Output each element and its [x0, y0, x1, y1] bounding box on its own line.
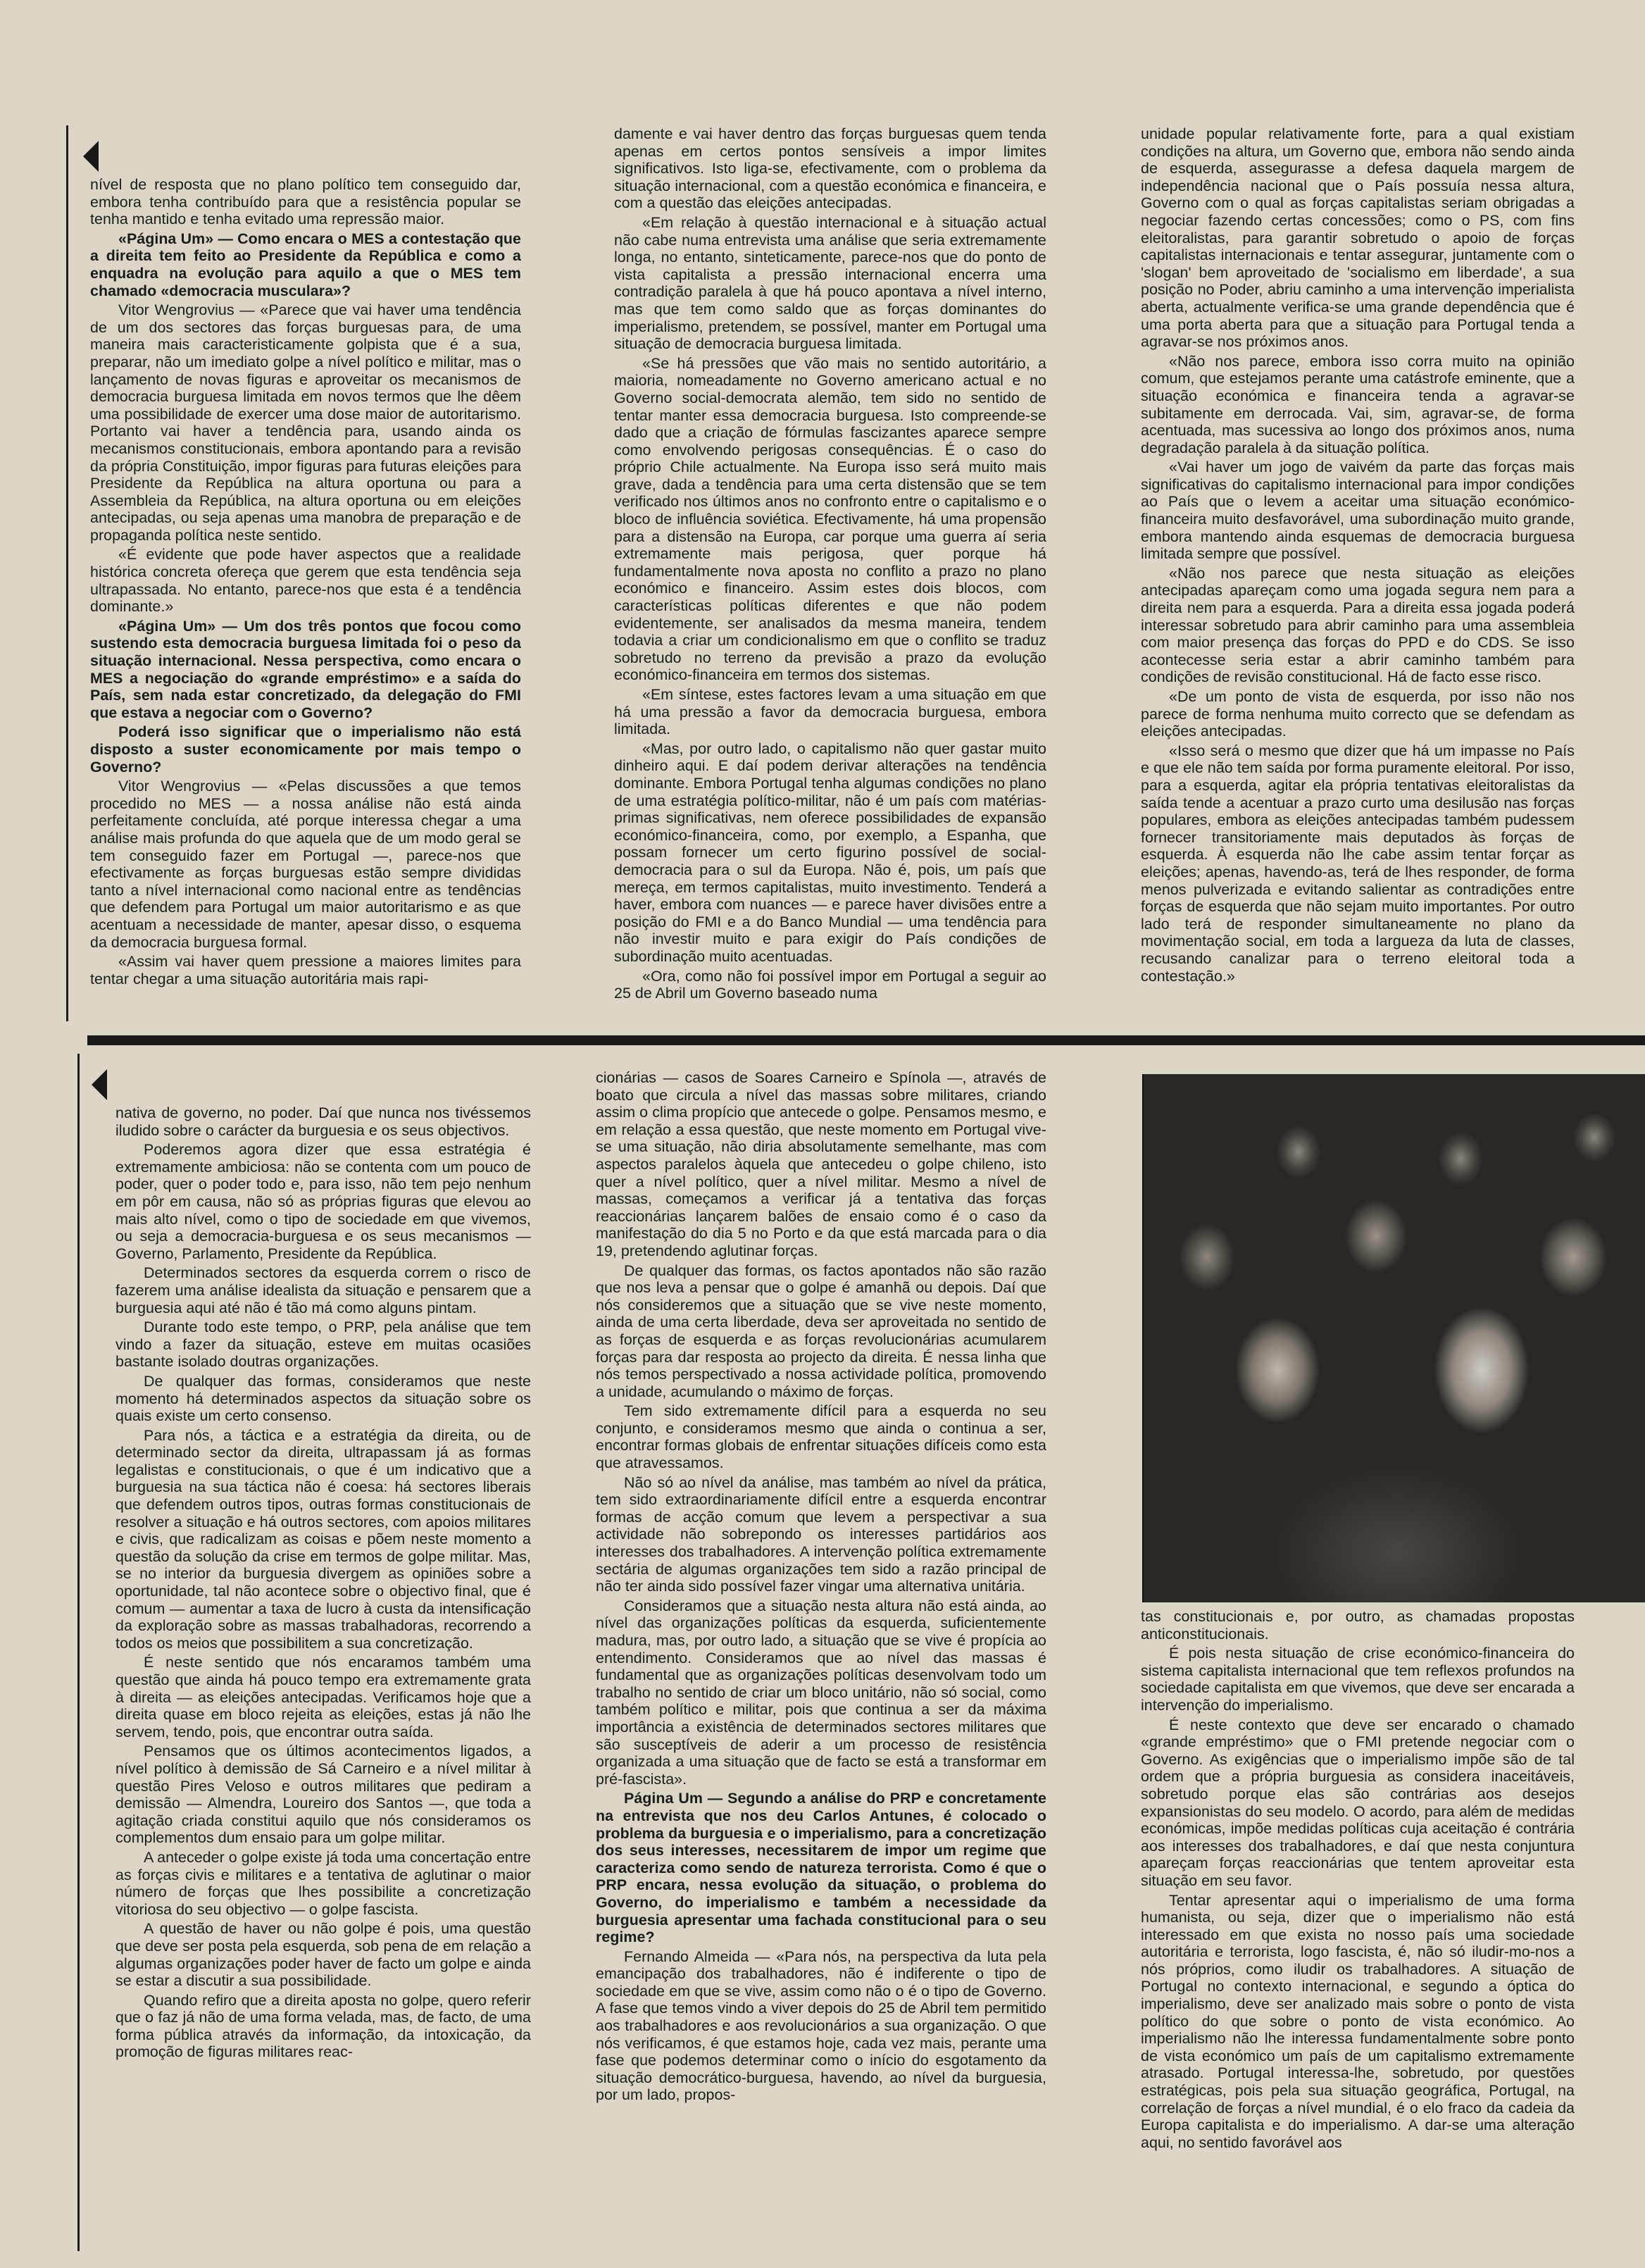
- paragraph: Poderemos agora dizer que essa estratégia é extremamente ambiciosa: não se contenta com um pouco de poder, quer o poder todo e, para isso, não tem pejo nenhum em pôr em causa, não só as próprias figuras que elevou ao mais alto nível, como o tipo de sociedade em que vivemos, ou seja a democracia-burguesa e os seus mecanismos — Governo, Parlamento, Presidente da República.: [115, 1141, 531, 1262]
- paragraph: Determinados sectores da esquerda correm o risco de fazerem uma análise idealista da situação e pensarem que a burguesia aqui até não é tão má como alguns pintam.: [115, 1264, 531, 1316]
- paragraph: nativa de governo, no poder. Daí que nunca nos tivéssemos iludido sobre o carácter da burguesia e os seus objectivos.: [115, 1104, 531, 1139]
- paragraph: «Não nos parece que nesta situação as eleições antecipadas apareçam como uma jogada segura nem para a direita nem para a esquerda. Para a direita essa jogada poderá interessar sobretudo para abrir caminho para uma assembleia com maior presença das forças do PPD e do CDS. Se isso acontecesse seria estar a abrir caminho também para condições de revisão constitucional. Há de facto esse risco.: [1141, 564, 1575, 686]
- bottom-column-1: [115, 1104, 531, 2251]
- column-rule: [77, 1054, 80, 2251]
- paragraph: Fernando Almeida — «Para nós, na perspectiva da luta pela emancipação dos trabalhadores, não é indiferente o tipo de sociedade em que se vive, assim como não o é o tipo de Governo. A fase que temos vindo a viver depois do 25 de Abril tem permitido aos trabalhadores e aos revolucionários a sua organização. O que nós verificamos, é que estamos hoje, cada vez mais, perante uma fase que podemos determinar como o início do esgotamento da situação democrático-burguesa, havendo, ao nível da burguesia, por um lado, propos-: [596, 1948, 1046, 2104]
- paragraph: damente e vai haver dentro das forças burguesas quem tenda apenas em certos pontos sensíveis a impor limites significativos. Isto liga-se, efectivamente, com o problema da situação internacional, com a questão económica e financeira, e com a questão das eleições antecipadas.: [614, 125, 1046, 212]
- paragraph: Poderá isso significar que o imperialismo não está disposto a suster economicamente por mais tempo o Governo?: [90, 723, 521, 775]
- paragraph: cionárias — casos de Soares Carneiro e Spínola —, através de boato que circula a nível das massas sobre militares, criando assim o clima propício que antecede o golpe. Pensamos mesmo, e em relação a essa questão, que neste momento em Portugal vive-se uma situação, não diria absolutamente semelhante, mas com aspectos paralelos àquela que antecedeu o golpe chileno, isto quer a nível político, quer a nível militar. Mesmo a nível de massas, começamos a verificar já a tentativa das forças reaccionárias lançarem balões de ensaio como é o caso da manifestação do dia 5 no Porto e da que está marcada para o dia 19, pretendendo aglutinar forças.: [596, 1069, 1046, 1259]
- continuation-arrow-icon: [92, 1069, 107, 1100]
- paragraph: «Em síntese, estes factores levam a uma situação em que há uma pressão a favor da democracia burguesa, embora limitada.: [614, 686, 1046, 738]
- top-column-1: [90, 176, 521, 1021]
- top-column-3: [1141, 125, 1575, 1021]
- paragraph: «Isso será o mesmo que dizer que há um impasse no País e que ele não tem saída por forma puramente eleitoral. Por isso, para a esquerda, agitar ela própria tentativas eleitoralistas da saída tende a acentuar a prazo curto uma desilusão nas forças populares, embora as eleições antecipadas também pudessem fornecer transitoriamente mais deputados às forças de esquerda. À esquerda não lhe cabe assim tentar forçar as eleições; apenas, havendo-as, terá de lhes responder, de forma menos pulverizada e evitando salientar as contradições entre forças de esquerda que não sejam muito importantes. Por outro lado terá de responder simultaneamente no plano da movimentação social, em toda a largueza da luta de classes, recusando canalizar para o terreno eleitoral toda a contestação.»: [1141, 742, 1575, 985]
- paragraph: «Em relação à questão internacional e à situação actual não cabe numa entrevista uma análise que seria extremamente longa, no entanto, sinteticamente, parece-nos que do ponto de vista capitalista a pressão internacional encerra uma contradição paralela à que há pouco apontava a nível interno, mas que tem como saldo que as forças dominantes do imperialismo, pretendem, se possível, manter em Portugal uma situação de democracia burguesa limitada.: [614, 213, 1046, 353]
- paragraph: Pensamos que os últimos acontecimentos ligados, a nível político à demissão de Sá Carneiro e a nível militar à questão Pires Veloso e outros militares que pediram a demissão — Almendra, Loureiro dos Santos —, que toda a agitação criada constitui aquilo que nós consideramos os complementos dum ensaio para um golpe militar.: [115, 1743, 531, 1847]
- paragraph: «De um ponto de vista de esquerda, por isso não nos parece de forma nenhuma muito correcto que se defendam as eleições antecipadas.: [1141, 688, 1575, 740]
- paragraph: unidade popular relativamente forte, para a qual existiam condições na altura, um Governo que, embora não sendo ainda de esquerda, assegurasse a defesa daquela margem de independência nacional que o País possuía nessa altura, Governo com o qual as forças capitalistas seriam obrigadas a negociar fazendo certas concessões; como o PS, com fins eleitoralistas, para garantir sobretudo o apoio de forças capitalistas internacionais e tentar assegurar, juntamente com o 'slogan' bem aproveitado de 'socialismo em liberdade', a sua posição no Poder, abriu caminho a uma intervenção imperialista aberta, actualmente verifica-se uma grande dependência que é uma porta aberta para que a situação para Portugal tenda a agravar-se nos próximos anos.: [1141, 125, 1575, 351]
- paragraph: É neste contexto que deve ser encarado o chamado «grande empréstimo» que o FMI pretende negociar com o Governo. As exigências que o imperialismo impõe são de tal ordem que a própria burguesia as considera inaceitáveis, sobretudo porque elas são contrárias aos desejos expansionistas do seu modelo. O acordo, para além de medidas económicas, impõe medidas políticas cuja aceitação é contrária aos interesses dos trabalhadores, e daí que nesta conjuntura apareçam forças reaccionárias que tentem aproveitar esta situação em seu favor.: [1141, 1716, 1575, 1889]
- paragraph: A questão de haver ou não golpe é pois, uma questão que deve ser posta pela esquerda, sob pena de em relação a algumas organizações poder haver de facto um golpe e ainda se estar a discutir a sua possibilidade.: [115, 1920, 531, 1990]
- bottom-column-2: [596, 1069, 1046, 2251]
- crowd-photo: [1142, 1074, 1645, 1602]
- paragraph: Durante todo este tempo, o PRP, pela análise que tem vindo a fazer da situação, esteve em muitas ocasiões bastante isolado doutras organizações.: [115, 1319, 531, 1371]
- paragraph: De qualquer das formas, os factos apontados não são razão que nos leva a pensar que o golpe é amanhã ou depois. Daí que nós consideremos que a situação que se vive neste momento, ainda de uma certa liberdade, deva ser aproveitada no sentido de as forças de esquerda e as forças revolucionárias acumularem forças para dar resposta ao projecto da direita. É nessa linha que nós temos perspectivado a nossa actividade política, promovendo a unidade, acumulando o máximo de forças.: [596, 1261, 1046, 1400]
- paragraph: «Página Um» — Como encara o MES a contestação que a direita tem feito ao Presidente da República e como a enquadra na evolução para aquilo a que o MES tem chamado «democracia musculara»?: [90, 230, 521, 299]
- paragraph: «É evidente que pode haver aspectos que a realidade histórica concreta ofereça que gerem que esta tendência seja ultrapassada. No entanto, parece-nos que esta é a tendência dominante.»: [90, 546, 521, 616]
- paragraph: Vitor Wengrovius — «Pelas discussões a que temos procedido no MES — a nossa análise não está ainda perfeitamente concluída, até porque interessa chegar a uma análise mais profunda do que aquela que de um modo geral se tem conseguido fazer em Portugal —, parece-nos que efectivamente as forças burguesas estão sempre divididas tanto a nível internacional como nacional entre as tendências que defendem para Portugal um maior autoritarismo e as que acentuam a necessidade de manter, apesar disso, o esquema da democracia burguesa formal.: [90, 778, 521, 951]
- paragraph: «Mas, por outro lado, o capitalismo não quer gastar muito dinheiro aqui. E daí podem derivar alterações na tendência dominante. Embora Portugal tenha algumas condições no plano de uma estratégia político-militar, não é um país com matérias-primas significativas, nem oferece possibilidades de expansão económico-financeira, como, por exemplo, a Espanha, que possam fornecer um certo figurino possível de social-democracia para o sul da Europa. Não é, pois, um país que mereça, em termos capitalistas, muito investimento. Tenderá a haver, embora com nuances — e parece haver divisões entre a posição do FMI e a do Banco Mundial — uma tendência para não investir muito e para exigir do País condições de subordinação muito acentuadas.: [614, 740, 1046, 965]
- paragraph: Tem sido extremamente difícil para a esquerda no seu conjunto, e consideramos mesmo que ainda o continua a ser, encontrar formas globais de enfrentar situações difíceis como esta que atravessamos.: [596, 1402, 1046, 1472]
- paragraph: «Página Um» — Um dos três pontos que focou como sustendo esta democracia burguesa limitada foi o peso da situação internacional. Nessa perspectiva, como encara o MES a negociação do «grande empréstimo» e a saída do País, sem nada estar concretizado, da delegação do FMI que estava a negociar com o Governo?: [90, 617, 521, 721]
- paragraph: Não só ao nível da análise, mas também ao nível da prática, tem sido extraordinariamente difícil entre a esquerda encontrar formas de acção comum que levem a perspectivar a sua actividade não sobrepondo os interesses partidários aos interesses dos trabalhadores. A intervenção política extremamente sectária de algumas organizações tem sido a razão principal de não ter ainda sido possível fazer vingar uma alternativa unitária.: [596, 1473, 1046, 1595]
- paragraph: A anteceder o golpe existe já toda uma concertação entre as forças civis e militares e a tentativa de aglutinar o maior número de forças que lhes possibilite a concretização vitoriosa do seu objectivo — o golpe fascista.: [115, 1848, 531, 1918]
- paragraph: «Vai haver um jogo de vaivém da parte das forças mais significativas do capitalismo internacional para impor condições ao País que o levem a aceitar uma situação económico-financeira muito desfavorável, uma subordinação muito grande, embora mantendo ainda esquemas de democracia burguesa limitada sempre que possível.: [1141, 459, 1575, 563]
- top-column-2: [614, 125, 1046, 1021]
- paragraph: «Ora, como não foi possível impor em Portugal a seguir ao 25 de Abril um Governo baseado numa: [614, 967, 1046, 1002]
- paragraph: Vitor Wengrovius — «Parece que vai haver uma tendência de um dos sectores das forças burguesas para, de uma maneira mais caracteristicamente golpista que é a sua, preparar, não um imediato golpe a nível político e militar, mas o lançamento de novas figuras e aproveitar os mecanismos de democracia burguesa limitada em novos termos que lhe dêem uma possibilidade de exercer uma dose maior de autoritarismo. Portanto vai haver a tendência para, usando ainda os mecanismos constitucionais, embora apontando para a revisão da própria Constituição, impor figuras para futuras eleições para Presidente da República na altura oportuna ou para a Assembleia da República, na altura oportuna ou em eleições antecipadas, ou seja apenas uma manobra de preparação e de propaganda política neste sentido.: [90, 301, 521, 544]
- paragraph: Quando refiro que a direita aposta no golpe, quero referir que o faz já não de uma forma velada, mas, de facto, de uma forma pública através da informação, da intoxicação, da promoção de figuras militares reac-: [115, 1991, 531, 2061]
- paragraph: É neste sentido que nós encaramos também uma questão que ainda há pouco tempo era extremamente grata à direita — as eleições antecipadas. Verificamos hoje que a direita quase em bloco rejeita as eleições, estas já não lhe servem, tendo, pois, que encontrar outra saída.: [115, 1654, 531, 1740]
- paragraph: «Assim vai haver quem pressione a maiores limites para tentar chegar a uma situação autoritária mais rapi-: [90, 953, 521, 987]
- paragraph: Tentar apresentar aqui o imperialismo de uma forma humanista, ou seja, dizer que o imperialismo não está interessado em que exista no nosso país uma sociedade autoritária e terrorista, logo fascista, é, não só iludir-mo-nos a nós próprios, como iludir os trabalhadores. A situação de Portugal no contexto internacional, e segundo a óptica do imperialismo, deve ser analizado mais sobre o ponto de vista político do que sobre o ponto de vista económico. Ao imperialismo não lhe interessa fundamentalmente sobre ponto de vista económico um país de um capitalismo extremamente atrasado. Portugal interessa-lhe, sobretudo, por questões estratégicas, pois pela sua situação geográfica, Portugal, na correlação de forças a nível mundial, é o elo fraco da cadeia da Europa capitalista e do imperialismo. A dar-se uma alteração aqui, no sentido favorável aos: [1141, 1891, 1575, 2151]
- paragraph: Consideramos que a situação nesta altura não está ainda, ao nível das organizações políticas da esquerda, suficientemente madura, mas, por outro lado, a situação que se vive é propícia ao entendimento. Consideramos que ao nível das massas é fundamental que as organizações políticas desenvolvam todo um trabalho no sentido de criar um bloco unitário, não só social, como também político e militar, pois que continua a ser da máxima importância a existência de determinados sectores militares que são susceptíveis de aderir a um processo de resistência organizada a uma situação que de facto se está a transformar em pré-fascista».: [596, 1597, 1046, 1788]
- section-divider: [87, 1035, 1645, 1045]
- paragraph: nível de resposta que no plano político tem conseguido dar, embora tenha contribuído para que a resistência popular se tenha mantido e tenha evitado uma repressão maior.: [90, 176, 521, 228]
- paragraph: É pois nesta situação de crise económico-financeira do sistema capitalista internacional que tem reflexos profundos na sociedade capitalista em que vivemos, que deve ser encarada a intervenção do imperialismo.: [1141, 1645, 1575, 1714]
- column-rule: [66, 125, 68, 1021]
- paragraph: Para nós, a táctica e a estratégia da direita, ou de determinado sector da direita, ultrapassam já as formas legalistas e constitucionais, o que é um indicativo que a burguesia na sua táctica não é coesa: há sectores liberais que defendem outros tipos, outras formas constitucionais de resolver a situação e há outros sectores, com apoios militares e civis, que radicalizam as coisas e põem neste momento a questão da solução da crise em termos de golpe militar. Mas, se no interior da burguesia divergem as opiniões sobre a oportunidade, tal não acontece sobre o objectivo final, que é comum — aumentar a taxa de lucro à custa da intensificação da exploração sobre as massas trabalhadoras, recorrendo a todos os meios que possibilitem a sua concretização.: [115, 1426, 531, 1652]
- bottom-column-3: [1141, 1608, 1575, 2251]
- paragraph: Página Um — Segundo a análise do PRP e concretamente na entrevista que nos deu Carlos Antunes, é colocado o problema da burguesia e o imperialismo, para a concretização dos seus interesses, necessitarem de impor um regime que caracteriza como sendo de natureza terrorista. Como é que o PRP encara, nessa evolução da situação, o problema do Governo, do imperialismo e também a necessidade da burguesia apresentar uma fachada constitucional para o seu regime?: [596, 1790, 1046, 1946]
- paragraph: «Se há pressões que vão mais no sentido autoritário, a maioria, nomeadamente no Governo americano actual e no Governo social-democrata alemão, tem sido no sentido de tentar manter essa democracia burguesa. Isto compreende-se dado que a criação de fórmulas fascizantes aparece sempre como envolvendo perigosas consequências. É o caso do próprio Chile actualmente. Na Europa isso será muito mais grave, dada a tendência para uma certa distensão que se tem verificado nos últimos anos no confronto entre o capitalismo e o bloco de influência soviética. Efectivamente, há uma propensão para a distensão na Europa, car porque uma guerra aí seria extremamente mais perigosa, quer porque há fundamentalmente nova aposta no conflito a prazo no plano económico e financeiro. Assim estes dois blocos, com características políticas diferentes e que não podem evidentemente, ser analisados da mesma maneira, tendem todavia a criar um condicionalismo em que o conflito se traduz sobretudo no terreno da previsão a prazo da evolução económico-financeira em termos dos sistemas.: [614, 354, 1046, 684]
- paragraph: De qualquer das formas, consideramos que neste momento há determinados aspectos da situação sobre os quais existe um certo consenso.: [115, 1372, 531, 1425]
- paragraph: tas constitucionais e, por outro, as chamadas propostas anticonstitucionais.: [1141, 1608, 1575, 1643]
- continuation-arrow-icon: [83, 141, 99, 172]
- paragraph: «Não nos parece, embora isso corra muito na opinião comum, que estejamos perante uma catástrofe eminente, que a situação económica e financeira tenda a agravar-se subitamente em derrocada. Vai, sim, agravar-se, de forma acentuada, mas sucessiva ao longo dos próximos anos, numa degradação paralela à da situação política.: [1141, 352, 1575, 456]
